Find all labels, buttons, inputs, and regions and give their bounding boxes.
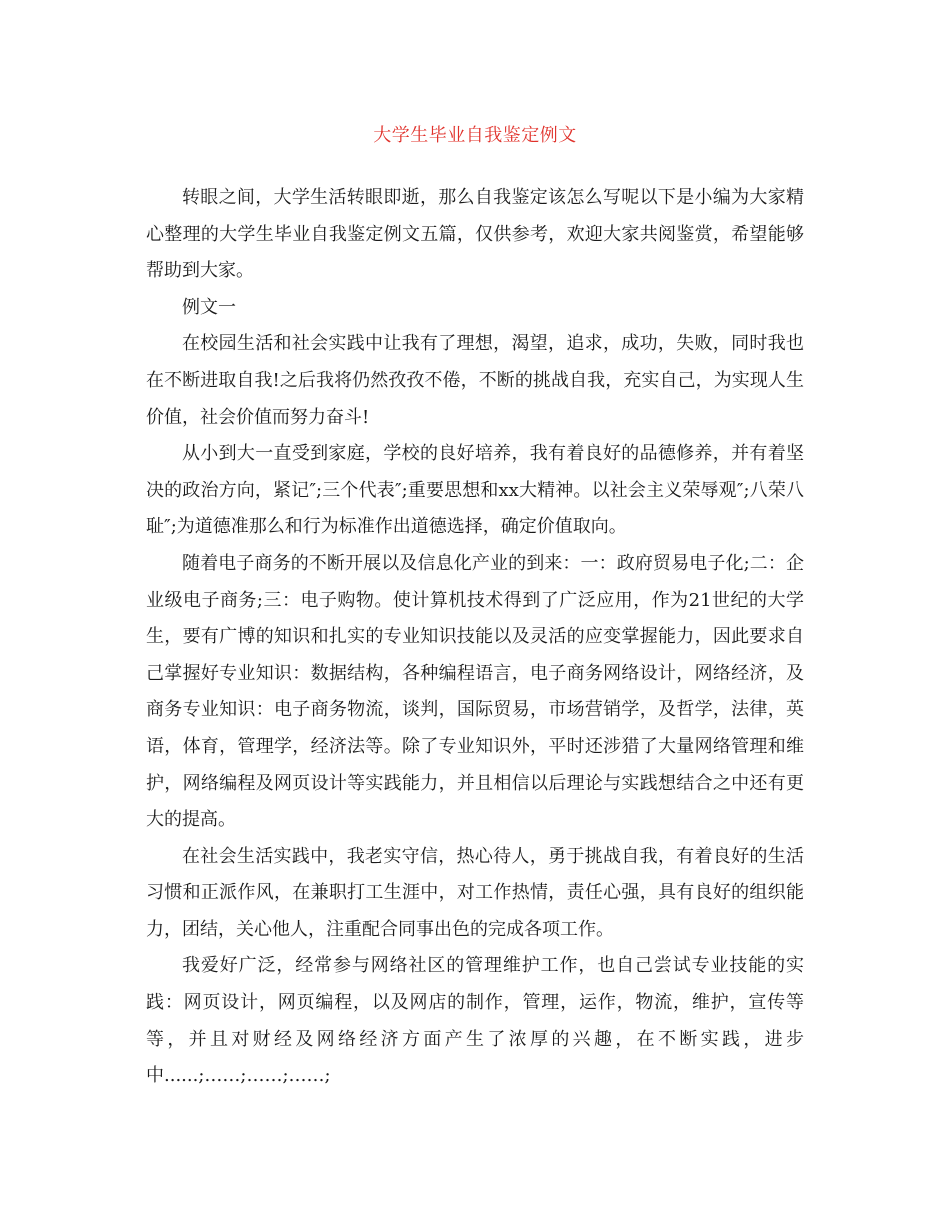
paragraph-hobbies: 我爱好广泛，经常参与网络社区的管理维护工作，也自己尝试专业技能的实践：网页设计，网页编程，以及网店的制作，管理，运作，物流，维护，宣传等等，并且对财经及网络经济方面产生了浓厚的兴趣，在不断实践，进步中......;……;……;……;: [146, 955, 804, 1087]
paragraph-example-heading: 例文一: [182, 296, 236, 318]
document-body: [146, 180, 804, 1095]
paragraph-social-practice: 在社会生活实践中，我老实守信，热心待人，勇于挑战自我，有着良好的生活习惯和正派作风，在兼职打工生涯中，对工作热情，责任心强，具有良好的组织能力，团结，关心他人，注重配合同事出色的完成各项工作。: [146, 845, 804, 940]
paragraph-moral-cultivation: 从小到大一直受到家庭，学校的良好培养，我有着良好的品德修养，并有着坚决的政治方向，紧记″;三个代表″;重要思想和xx大精神。以社会主义荣辱观″;八荣八耻″;为道德准那么和行为标准作出道德选择，确定价值取向。: [146, 443, 804, 538]
paragraph-campus-life: 在校园生活和社会实践中让我有了理想，渴望，追求，成功，失败，同时我也在不断进取自我!之后我将仍然孜孜不倦，不断的挑战自我，充实自己，为实现人生价值，社会价值而努力奋斗!: [146, 333, 804, 428]
document-title: 大学生毕业自我鉴定例文: [373, 125, 577, 146]
paragraph-intro: 转眼之间，大学生活转眼即逝，那么自我鉴定该怎么写呢以下是小编为大家精心整理的大学生毕业自我鉴定例文五篇，仅供参考，欢迎大家共阅鉴赏，希望能够帮助到大家。: [146, 187, 804, 282]
paragraph-professional-knowledge: 随着电子商务的不断开展以及信息化产业的到来：一：政府贸易电子化;二：企业级电子商务;三：电子购物。使计算机技术得到了广泛应用，作为21世纪的大学生，要有广博的知识和扎实的专业知识技能以及灵活的应变掌握能力，因此要求自己掌握好专业知识：数据结构，各种编程语言，电子商务网络设计，网络经济，及商务专业知识：电子商务物流，谈判，国际贸易，市场营销学，及哲学，法律，英语，体育，管理学，经济法等。除了专业知识外，平时还涉猎了大量网络管理和维护，网络编程及网页设计等实践能力，并且相信以后理论与实践想结合之中还有更大的提高。: [146, 552, 804, 831]
